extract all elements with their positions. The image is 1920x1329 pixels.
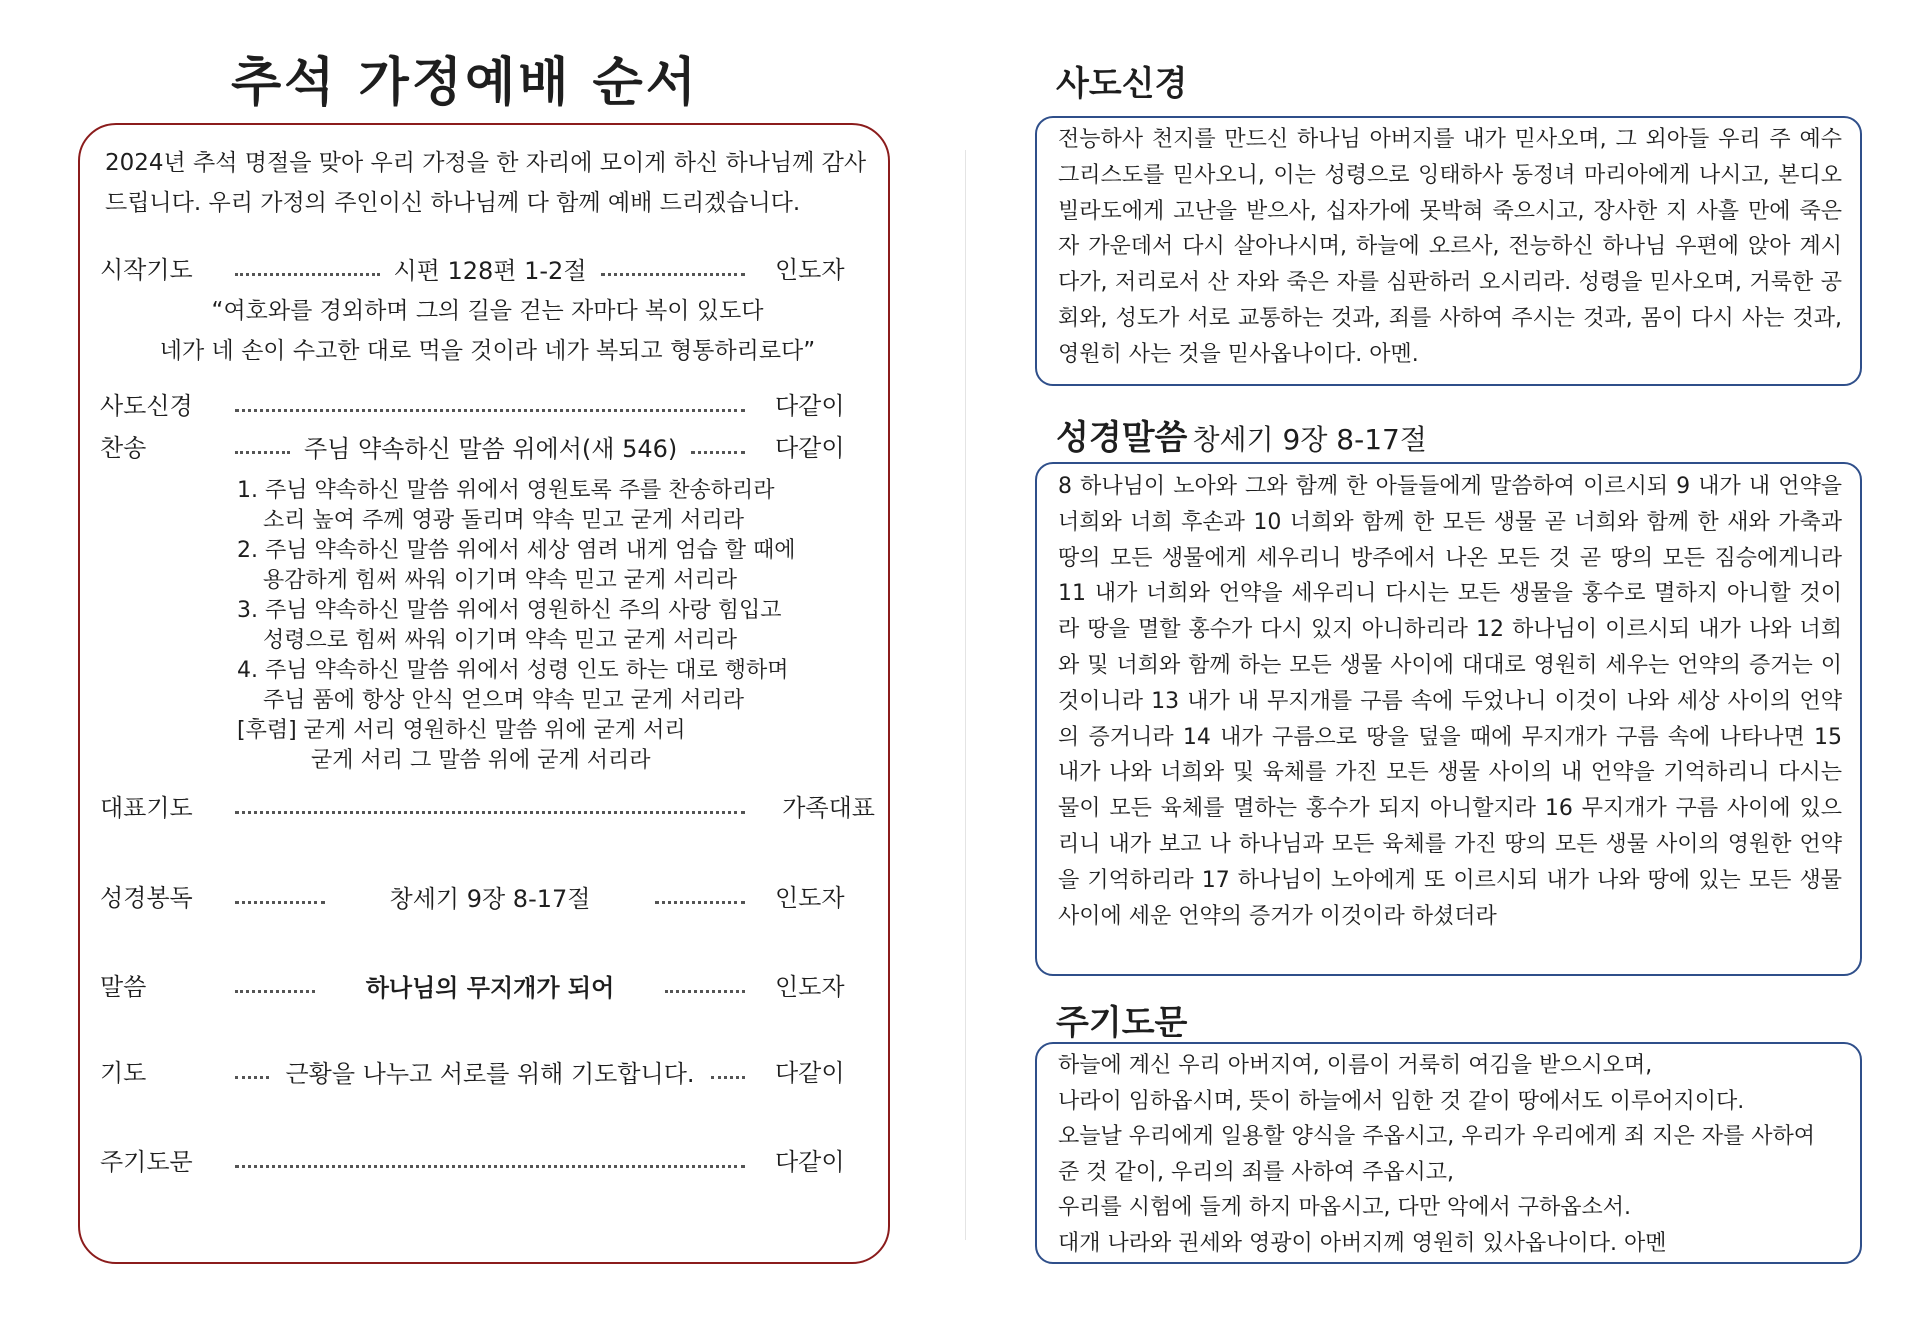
leader-dots (235, 391, 745, 412)
scripture-heading (1056, 410, 1427, 459)
row-label: 기도 (100, 1059, 147, 1087)
row-label: 주기도문 (100, 1148, 193, 1176)
row-responder: 가족대표 (782, 794, 875, 822)
prayer-line: 우리를 시험에 들게 하지 마옵시고, 다만 악에서 구하옵소서. (1058, 1195, 1631, 1220)
row-label: 찬송 (100, 434, 147, 462)
leader-dots (655, 883, 745, 904)
hymn-line: [후렴] 굳게 서리 영원하신 말씀 위에 굳게 서리 (237, 718, 686, 743)
scripture-text: 8 하나님이 노아와 그와 함께 한 아들들에게 말씀하여 이르시되 9 내가 내 언약을 너희와 너희 후손과 10 너희와 함께 한 모든 생물 곧 너희와 함께 한 새와 가축과 땅의 모든 생물에게 세우리니 방주에서 나온 모든 것 곧 땅의 모든 짐승에게니라 11 내가 너희와 언약을 세우리니 다시는 모든 생물을 홍수로 멸하지 아니할 것이라 땅을 멸할 홍수가 다시 있지 아니하리라 12 하나님이 이르시되 내가 나와 너희와 및 너희와 함께 하는 모든 생물 사이에 대대로 영원히 세우는 언약의 증거는 이것이니라 13 내가 내 무지개를 구름 속에 두었나니 이것이 나와 세상 사이의 언약의 증거니라 14 내가 구름으로 땅을 덮을 때에 무지개가 구름 속에 나타나면 15 내가 나와 너희와 및 육체를 가진 모든 생물 사이의 내 언약을 기억하리니 다시는 물이 모든 육체를 멸하는 홍수가 되지 아니할지라 16 무지개가 구름 사이에 있으리니 내가 보고 나 하나님과 모든 육체를 가진 땅의 모든 생물 사이의 영원한 언약을 기억하리라 17 하나님이 노아에게 또 이르시되 내가 나와 땅에 있는 모든 생물 사이에 세운 언약의 증거가 이것이라 하셨더라 (1058, 474, 1842, 929)
prayer-line: 나라이 임하옵시며, 뜻이 하늘에서 임한 것 같이 땅에서도 이루어지이다. (1058, 1088, 1745, 1114)
prayer-line: 하늘에 계신 우리 아버지여, 이름이 거룩히 여김을 받으시오며, (1058, 1053, 1653, 1078)
page-divider (965, 150, 966, 1240)
psalm-quote (100, 291, 875, 371)
leader-dots (665, 972, 745, 993)
row-responder: 인도자 (775, 973, 845, 1001)
hymn-line: 굳게 서리 그 말씀 위에 굳게 서리라 (311, 748, 651, 773)
order-row-opening-prayer (100, 250, 875, 290)
creed-heading: 사도신경 (1056, 64, 1188, 104)
row-text: 시편 128편 1-2절 (393, 256, 587, 285)
row-text: 창세기 9장 8-17절 (389, 884, 591, 913)
prayer-line: 오늘날 우리에게 일용할 양식을 주옵시고, 우리가 우리에게 죄 지은 자를 사하여 (1058, 1124, 1815, 1149)
row-label: 시작기도 (100, 256, 193, 284)
scripture-reference: 창세기 9장 8-17절 (1192, 423, 1427, 456)
row-text: 주님 약속하신 말씀 위에서(새 546) (304, 434, 678, 463)
quote-line: 네가 네 손이 수고한 대로 먹을 것이라 네가 복되고 형통하리로다” (159, 338, 816, 364)
row-label: 말씀 (100, 973, 147, 1001)
hymn-line: 2. 주님 약속하신 말씀 위에서 세상 염려 내게 엄습 할 때에 (237, 538, 796, 563)
hymn-line: 용감하게 힘써 싸워 이기며 약속 믿고 굳게 서리라 (263, 568, 737, 593)
sermon-title: 하나님의 무지개가 되어 (365, 973, 615, 1002)
leader-dots (235, 972, 315, 993)
order-row-hymn (100, 428, 875, 468)
scripture-title: 성경말씀 (1056, 418, 1188, 458)
order-row-sermon (100, 967, 875, 1007)
lords-prayer-heading: 주기도문 (1056, 1003, 1188, 1043)
page-title: 추석 가정예배 순서 (230, 52, 700, 113)
quote-line: “여호와를 경외하며 그의 길을 걷는 자마다 복이 있도다 (211, 298, 764, 324)
hymn-line: 1. 주님 약속하신 말씀 위에서 영원토록 주를 찬송하리라 (237, 478, 775, 503)
lords-prayer-text (1058, 1048, 1848, 1261)
hymn-line: 4. 주님 약속하신 말씀 위에서 성령 인도 하는 대로 행하며 (237, 658, 789, 683)
leader-dots (235, 793, 745, 814)
order-row-scripture-reading (100, 878, 875, 918)
hymn-line: 성령으로 힘써 싸워 이기며 약속 믿고 굳게 서리라 (263, 628, 737, 653)
order-row-apostles-creed (100, 386, 875, 426)
prayer-line: 대개 나라와 권세와 영광이 아버지께 영원히 있사옵나이다. 아멘 (1058, 1230, 1667, 1256)
order-row-representative-prayer (100, 788, 875, 828)
leader-dots (235, 255, 380, 276)
leader-dots (711, 1058, 745, 1079)
row-text: 근황을 나누고 서로를 위해 기도합니다. (285, 1059, 695, 1088)
leader-dots (601, 255, 746, 276)
order-row-prayer (100, 1053, 875, 1093)
leader-dots (235, 433, 290, 454)
leader-dots (691, 433, 745, 454)
intro-text: 2024년 추석 명절을 맞아 우리 가정을 한 자리에 모이게 하신 하나님께 감사드립니다. 우리 가정의 주인이신 하나님께 다 함께 예배 드리겠습니다. (105, 150, 867, 216)
leader-dots (235, 1058, 269, 1079)
row-label: 대표기도 (100, 794, 193, 822)
row-responder: 다같이 (775, 1059, 845, 1087)
row-label: 성경봉독 (100, 884, 193, 912)
leader-dots (235, 883, 325, 904)
hymn-line: 주님 품에 항상 안식 얻으며 약속 믿고 굳게 서리라 (263, 688, 744, 713)
row-responder: 다같이 (775, 392, 845, 420)
hymn-lyrics (237, 476, 857, 776)
hymn-line: 소리 높여 주께 영광 돌리며 약속 믿고 굳게 서리라 (263, 508, 744, 533)
creed-text: 전능하사 천지를 만드신 하나님 아버지를 내가 믿사오며, 그 외아들 우리 주 예수 그리스도를 믿사오니, 이는 성령으로 잉태하사 동정녀 마리아에게 나시고, 본디오 빌라도에게 고난을 받으사, 십자가에 못박혀 죽으시고, 장사한 지 사흘 만에 죽은 자 가운데서 다시 살아나시며, 하늘에 오르사, 전능하신 하나님 우편에 앉아 계시다가, 저리로서 산 자와 죽은 자를 심판하러 오시리라. 성령을 믿사오며, 거룩한 공회와, 성도가 서로 교통하는 것과, 죄를 사하여 주시는 것과, 몸이 다시 사는 것과, 영원히 사는 것을 믿사옵나이다. 아멘. (1058, 127, 1843, 367)
row-responder: 다같이 (775, 1148, 845, 1176)
order-row-lords-prayer (100, 1142, 875, 1182)
row-responder: 인도자 (775, 256, 845, 284)
hymn-line: 3. 주님 약속하신 말씀 위에서 영원하신 주의 사랑 힘입고 (237, 598, 782, 623)
leader-dots (235, 1147, 745, 1168)
row-label: 사도신경 (100, 392, 193, 420)
row-responder: 인도자 (775, 884, 845, 912)
prayer-line: 준 것 같이, 우리의 죄를 사하여 주옵시고, (1058, 1159, 1454, 1185)
row-responder: 다같이 (775, 434, 845, 462)
